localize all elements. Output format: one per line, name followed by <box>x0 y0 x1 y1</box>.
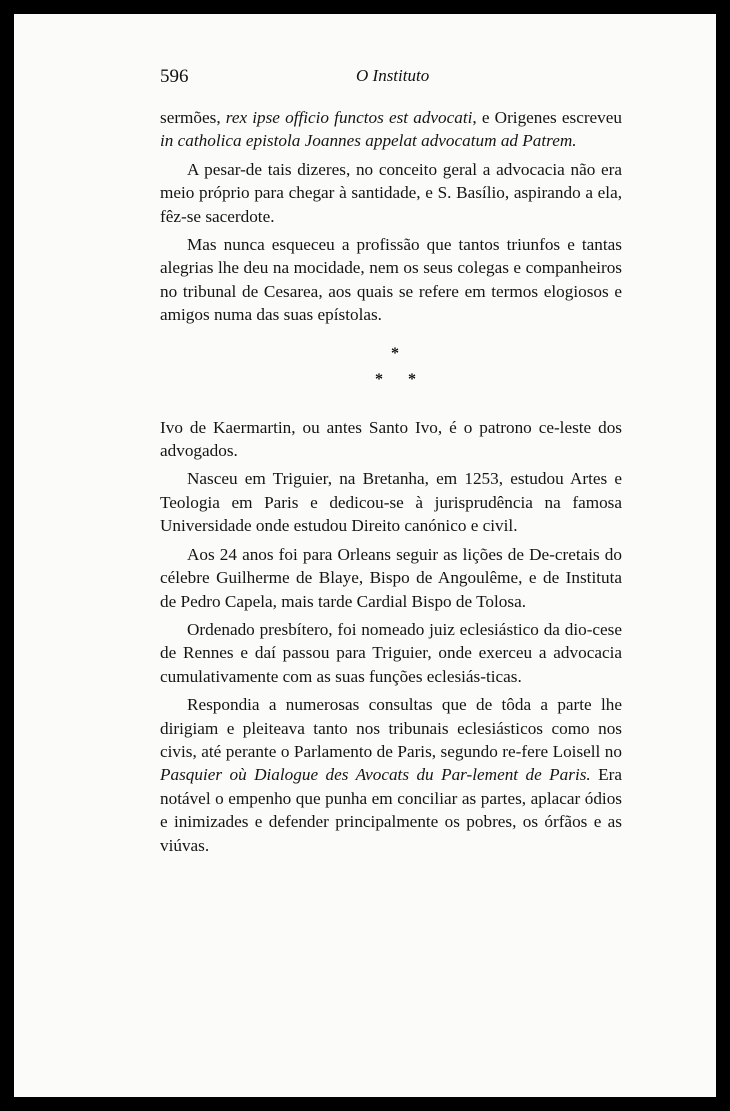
paragraph-2: A pesar-de tais dizeres, no conceito geral a advocacia não era meio próprio para chegar à santidade, e S. Basílio, aspirando a ela, fêz-se sacerdote. <box>160 159 622 226</box>
running-title: O Instituto <box>356 66 430 85</box>
paragraph-7: Ordenado presbítero, foi nomeado juiz eclesiástico da dio-cese de Rennes e daí passou para Triguier, onde exerceu a advocacia cumulativamente com as suas funções eclesiás-ticas. <box>160 619 622 686</box>
paragraph-8 <box>160 693 622 857</box>
separator-star-left: * <box>375 370 383 388</box>
latin-citation: in catholica epistola Joannes appelat advocatum ad Patrem. <box>160 131 577 151</box>
paragraph-6: Aos 24 anos foi para Orleans seguir as lições de De-cretais do célebre Guilherme de Blaye, Bispo de Angoulême, e de Instituta de Pedro Capela, mais tarde Cardial Bispo de Tolosa. <box>160 544 622 611</box>
latin-quote: rex ipse officio functos est advocati <box>225 108 473 127</box>
paragraph-5: Nasceu em Triguier, na Bretanha, em 1253, estudou Artes e Teologia em Paris e dedicou-se à jurisprudência na famosa Universidade onde estudou Direito canónico e civil. <box>160 469 622 536</box>
paragraph-4: Ivo de Kaermartin, ou antes Santo Ivo, é o patrono ce-leste dos advogados. <box>160 417 622 461</box>
paragraph-3: Mas nunca esqueceu a profissão que tantos triunfos e tantas alegrias lhe deu na mocidade, nem os seus colegas e companheiros no tribunal de Cesarea, aos quais se refere em termos elogiosos e amigos numa das suas epístolas. <box>160 235 622 325</box>
book-title: Pasquier où Dialogue des Avocats du Par-lement de Paris. <box>160 765 591 785</box>
paragraph-8-text-a: Respondia a numerosas consultas que de tôda a parte lhe dirigiam e pleiteava tanto nos tribunais eclesiásticos como nos civis, até perante o Parlamento de Paris, segundo re-fere Loisell no <box>160 695 622 761</box>
section-separator <box>160 332 622 416</box>
paragraph-1 <box>160 106 622 153</box>
page-header <box>160 66 620 88</box>
separator-star-right: * <box>408 370 416 388</box>
separator-star-top: * <box>391 344 399 362</box>
paragraph-8-text-b: Era notável o empenho que punha em conciliar as partes, aplacar ódios e inimizades e defender principalmente os pobres, os órfãos e as viúvas. <box>160 765 622 855</box>
body-text <box>160 106 622 862</box>
page-number: 596 <box>160 66 189 87</box>
paragraph-1-text-a: sermões, <box>160 108 226 127</box>
paragraph-1-text-b: , e Origenes escreveu <box>472 108 622 127</box>
